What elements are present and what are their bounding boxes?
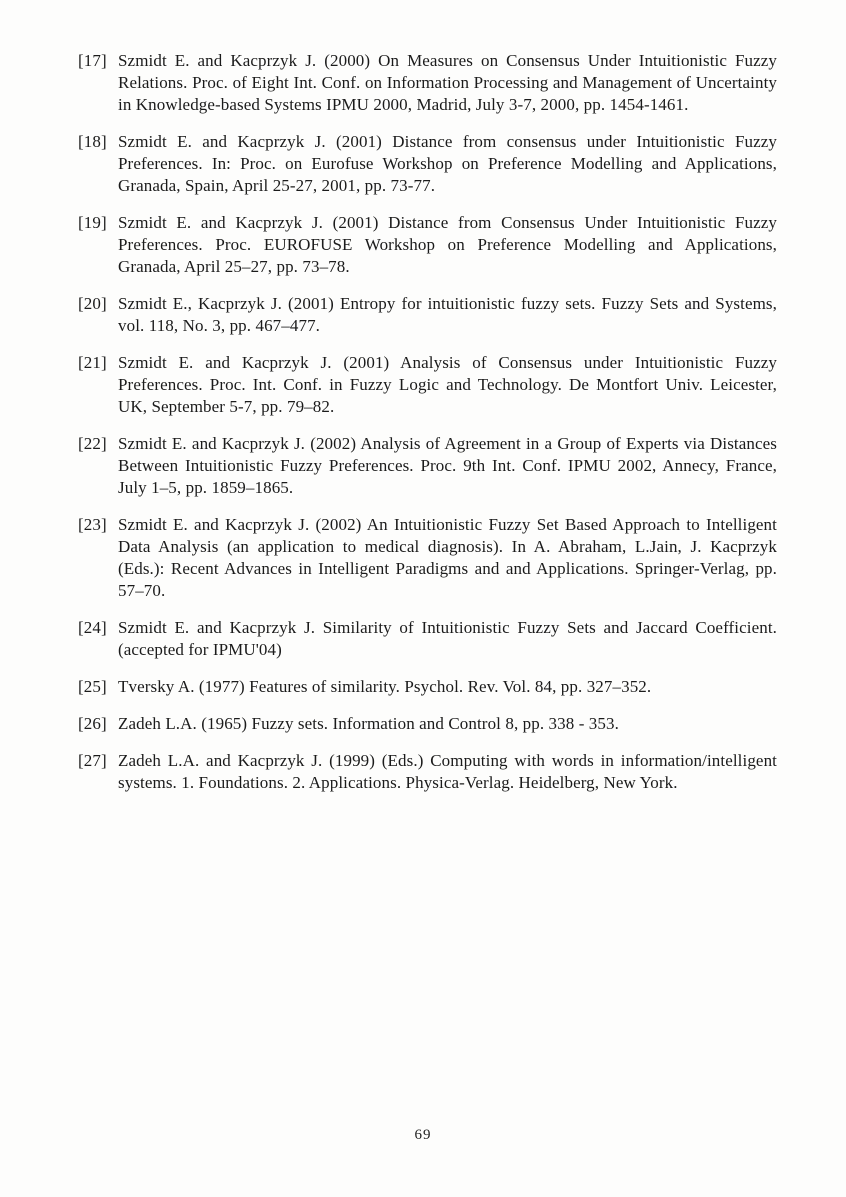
reference-text: Tversky A. (1977) Features of similarity. Psychol. Rev. Vol. 84, pp. 327–352. <box>118 677 652 696</box>
reference-item <box>78 750 777 794</box>
reference-label: [17] <box>78 51 107 70</box>
reference-item <box>78 50 777 116</box>
reference-item <box>78 713 777 735</box>
reference-label: [20] <box>78 294 107 313</box>
reference-text: Szmidt E. and Kacprzyk J. (2001) Analysis of Consensus under Intuitionistic Fuzzy Preferences. Proc. Int. Conf. in Fuzzy Logic and Technology. De Montfort Univ. Leicester, UK, September 5-7, pp. 79–82. <box>118 353 777 416</box>
reference-item <box>78 293 777 337</box>
reference-item <box>78 617 777 661</box>
reference-item <box>78 352 777 418</box>
page-number: 69 <box>414 1127 432 1143</box>
reference-item <box>78 212 777 278</box>
reference-label: [18] <box>78 132 107 151</box>
reference-item <box>78 433 777 499</box>
references-list <box>78 50 777 809</box>
reference-label: [19] <box>78 213 107 232</box>
reference-text: Szmidt E., Kacprzyk J. (2001) Entropy for intuitionistic fuzzy sets. Fuzzy Sets and Systems, vol. 118, No. 3, pp. 467–477. <box>118 294 777 335</box>
reference-text: Zadeh L.A. (1965) Fuzzy sets. Information and Control 8, pp. 338 - 353. <box>118 714 619 733</box>
page-footer <box>0 1126 846 1144</box>
reference-label: [25] <box>78 677 107 696</box>
reference-item <box>78 676 777 698</box>
reference-text: Szmidt E. and Kacprzyk J. (2001) Distance from consensus under Intuitionistic Fuzzy Preferences. In: Proc. on Eurofuse Workshop on Preference Modelling and Applications, Granada, Spain, April 25-27, 2001, pp. 73-77. <box>118 132 777 195</box>
reference-label: [21] <box>78 353 107 372</box>
reference-text: Szmidt E. and Kacprzyk J. (2002) An Intuitionistic Fuzzy Set Based Approach to Intelligent Data Analysis (an application to medical diagnosis). In A. Abraham, L.Jain, J. Kacprzyk (Eds.): Recent Advances in Intelligent Paradigms and and Applications. Springer-Verlag, pp. 57–70. <box>118 515 777 600</box>
reference-item <box>78 514 777 602</box>
reference-label: [26] <box>78 714 107 733</box>
reference-label: [27] <box>78 751 107 770</box>
reference-text: Szmidt E. and Kacprzyk J. Similarity of Intuitionistic Fuzzy Sets and Jaccard Coefficient. (accepted for IPMU'04) <box>118 618 777 659</box>
reference-text: Zadeh L.A. and Kacprzyk J. (1999) (Eds.) Computing with words in information/intelligent systems. 1. Foundations. 2. Applications. Physica-Verlag. Heidelberg, New York. <box>118 751 777 792</box>
reference-label: [24] <box>78 618 107 637</box>
reference-item <box>78 131 777 197</box>
reference-label: [22] <box>78 434 107 453</box>
reference-text: Szmidt E. and Kacprzyk J. (2000) On Measures on Consensus Under Intuitionistic Fuzzy Relations. Proc. of Eight Int. Conf. on Information Processing and Management of Uncertainty in Knowledge-based Systems IPMU 2000, Madrid, July 3-7, 2000, pp. 1454-1461. <box>118 51 777 114</box>
reference-label: [23] <box>78 515 107 534</box>
reference-text: Szmidt E. and Kacprzyk J. (2001) Distance from Consensus Under Intuitionistic Fuzzy Preferences. Proc. EUROFUSE Workshop on Preference Modelling and Applications, Granada, April 25–27, pp. 73–78. <box>118 213 777 276</box>
reference-text: Szmidt E. and Kacprzyk J. (2002) Analysis of Agreement in a Group of Experts via Distances Between Intuitionistic Fuzzy Preferences. Proc. 9th Int. Conf. IPMU 2002, Annecy, France, July 1–5, pp. 1859–1865. <box>118 434 777 497</box>
